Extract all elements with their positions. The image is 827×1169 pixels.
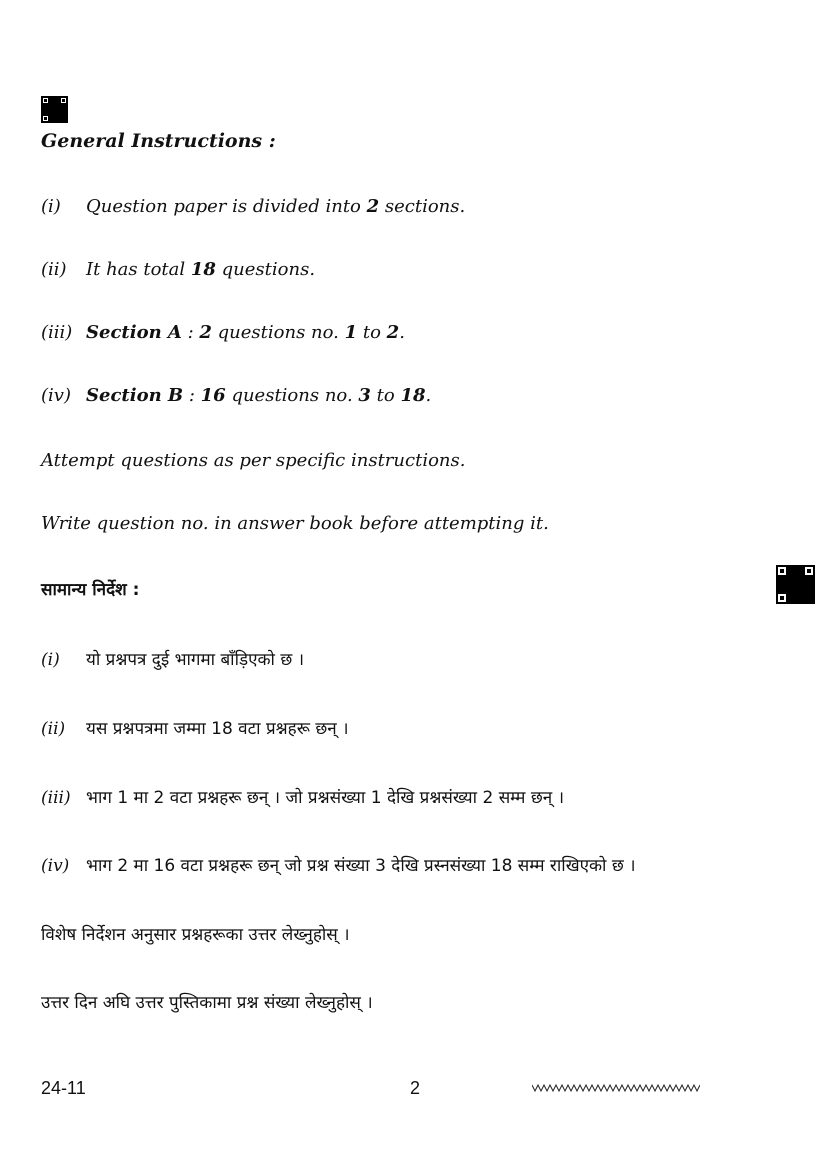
item-number: (iv) — [41, 856, 70, 876]
hindi-instruction-item — [41, 716, 349, 739]
item-text: : — [181, 322, 200, 343]
hindi-instruction-note: उत्तर दिन अघि उत्तर पुस्तिकामा प्रश्न संख्या लेख्नुहोस् । — [41, 993, 373, 1013]
item-text: 2 — [386, 322, 400, 343]
item-text: 16 — [200, 385, 226, 406]
qr-code-icon — [776, 565, 815, 604]
item-text: भाग 1 मा 2 वटा प्रश्नहरू छन् । जो प्रश्नसंख्या 1 देखि प्रश्नसंख्या 2 सम्म छन् । — [86, 788, 565, 808]
instruction-item — [41, 196, 465, 217]
hindi-instructions-heading: सामान्य निर्देश : — [41, 580, 140, 600]
instruction-item — [41, 322, 405, 343]
qr-code-icon — [41, 96, 68, 123]
item-number: (iv) — [41, 385, 71, 406]
item-number: (ii) — [41, 719, 66, 739]
item-text: : — [183, 385, 201, 406]
item-text: Question paper is divided into — [86, 196, 367, 217]
item-text: to — [370, 385, 401, 406]
item-text: 2 — [199, 322, 212, 343]
instruction-item — [41, 259, 315, 280]
hindi-instruction-item — [41, 785, 564, 808]
item-text: Section A — [86, 322, 182, 343]
item-text: 3 — [358, 385, 371, 406]
item-text: It has total — [86, 259, 191, 280]
item-number: (iii) — [41, 322, 73, 343]
paper-code: 24-11 — [41, 1078, 86, 1098]
item-text: . — [399, 322, 405, 343]
item-text: to — [357, 322, 387, 343]
hindi-instruction-note: विशेष निर्देशन अनुसार प्रश्नहरूका उत्तर लेख्नुहोस् । — [41, 925, 350, 945]
instruction-note: Attempt questions as per specific instructions. — [41, 450, 466, 471]
item-number: (i) — [41, 196, 61, 217]
item-text: questions no. — [225, 385, 359, 406]
page-number: 2 — [410, 1078, 421, 1098]
item-text: sections. — [379, 196, 466, 217]
item-text: भाग 2 मा 16 वटा प्रश्नहरू छन् जो प्रश्न संख्या 3 देखि प्रस्नसंख्या 18 सम्म राखिएको छ । — [86, 856, 636, 876]
item-text: . — [425, 385, 432, 406]
hindi-instruction-item — [41, 647, 304, 670]
hindi-instruction-item — [41, 853, 636, 876]
item-text: 2 — [366, 196, 380, 217]
item-number: (i) — [41, 650, 60, 670]
instruction-note: Write question no. in answer book before attempting it. — [41, 513, 549, 534]
item-text: 1 — [344, 322, 358, 343]
decorative-wave-line — [532, 1083, 700, 1093]
item-text: 18 — [400, 385, 426, 406]
item-text: Section B — [86, 385, 184, 406]
item-text: यो प्रश्नपत्र दुई भागमा बाँड़िएको छ । — [86, 650, 305, 670]
item-text: questions no. — [211, 322, 345, 343]
item-number: (ii) — [41, 259, 67, 280]
item-text: 18 — [190, 259, 216, 280]
item-text: यस प्रश्नपत्रमा जम्मा 18 वटा प्रश्नहरू छन् । — [86, 719, 349, 739]
general-instructions-heading: General Instructions : — [41, 130, 276, 152]
item-number: (iii) — [41, 788, 71, 808]
item-text: questions. — [215, 259, 316, 280]
instruction-item — [41, 385, 431, 406]
